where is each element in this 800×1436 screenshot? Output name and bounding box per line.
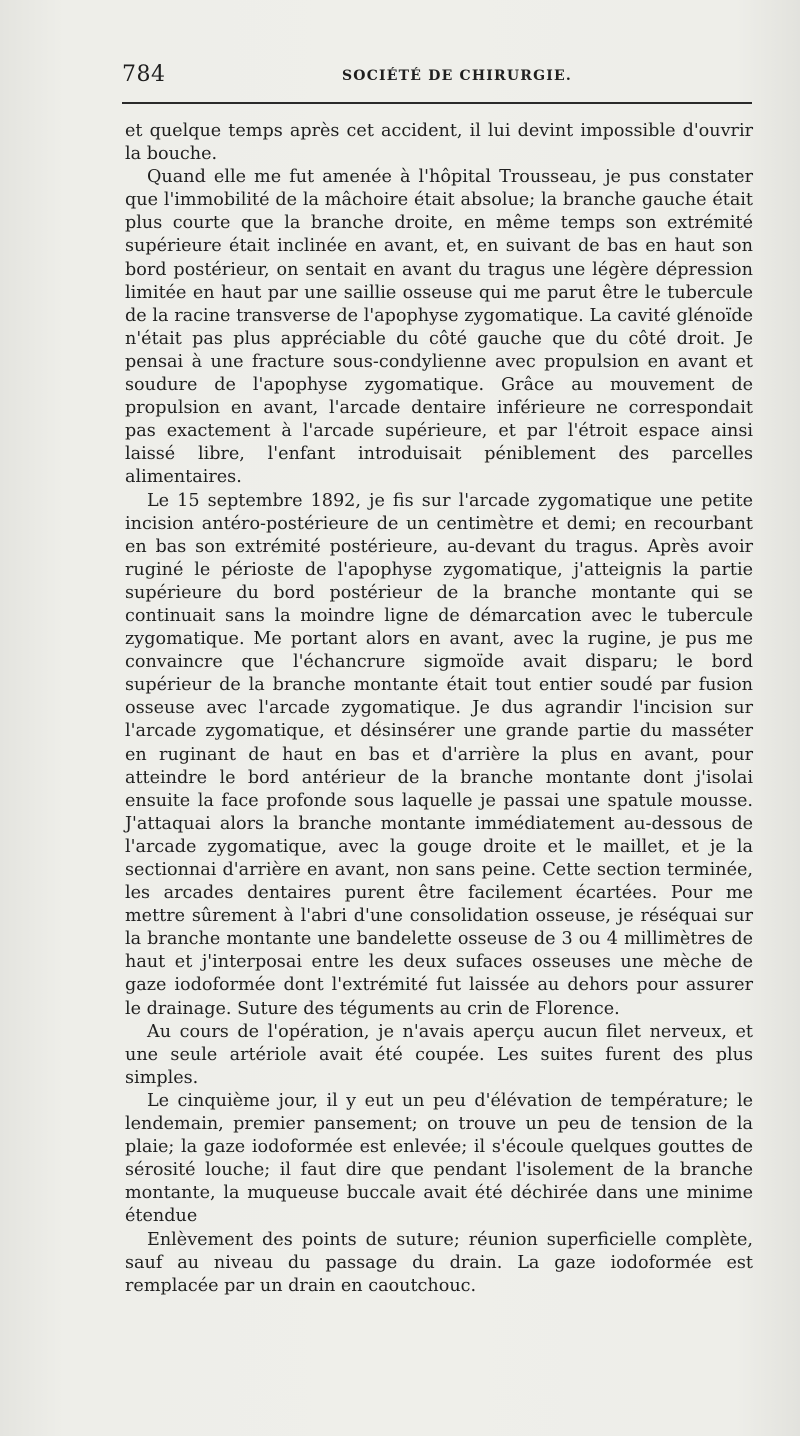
page-header <box>122 62 752 92</box>
header-rule <box>122 102 752 104</box>
paragraph-fifth-day: Le cinquième jour, il y eut un peu d'élévation de température; le lendemain, premier pansement; on trouve un peu de tension de la plaie; la gaze iodoformée est enlevée; il s'écoule quelques gouttes de sérosité louche; il faut dire que pendant l'isolement de la branche montante, la muqueuse buccale avait été déchirée dans une minime étendue <box>125 1090 753 1227</box>
body-text <box>125 120 753 1298</box>
page-number: 784 <box>122 62 166 87</box>
paragraph-operation: Le 15 septembre 1892, je fis sur l'arcade zygomatique une petite incision antéro-postérieure de un centimètre et demi; en recourbant en bas son extrémité postérieure, au-devant du tragus. Après avoir ruginé le périoste de l'apophyse zygomatique, j'atteignis la partie supérieure du bord postérieur de la branche montante qui se continuait sans la moindre ligne de démarcation avec le tubercule zygomatique. Me portant alors en avant, avec la rugine, je pus me convaincre que l'échancrure sigmoïde avait disparu; le bord supérieur de la branche montante était tout entier soudé par fusion osseuse avec l'arcade zygomatique. Je dus agrandir l'incision sur l'arcade zygomatique, et désinsérer une grande partie du masséter en ruginant de haut en bas et d'arrière la plus en avant, pour atteindre le bord antérieur de la branche montante dont j'isolai ensuite la face profonde sous laquelle je passai une spatule mousse. J'attaquai alors la branche montante immédiatement au-dessous de l'arcade zygomatique, avec la gouge droite et le maillet, et je la sectionnai d'arrière en avant, non sans peine. Cette section terminée, les arcades dentaires purent être facilement écartées. Pour me mettre sûrement à l'abri d'une consolidation osseuse, je réséquai sur la branche montante une bandelette osseuse de 3 ou 4 millimètres de haut et j'interposai entre les deux sufaces osseuses une mèche de gaze iodoformée dont l'extrémité fut laissée au dehors pour assurer le drainage. Suture des téguments au crin de Florence. <box>125 490 753 1019</box>
running-title: SOCIÉTÉ DE CHIRURGIE. <box>342 68 572 84</box>
paragraph-sutures: Enlèvement des points de suture; réunion superficielle complète, sauf au niveau du passage du drain. La gaze iodoformée est remplacée par un drain en caoutchouc. <box>125 1229 753 1296</box>
paragraph-course: Au cours de l'opération, je n'avais aperçu aucun filet nerveux, et une seule artériole avait été coupée. Les suites furent des plus simples. <box>125 1021 753 1088</box>
paragraph-examination: Quand elle me fut amenée à l'hôpital Trousseau, je pus constater que l'immobilité de la mâchoire était absolue; la branche gauche était plus courte que la branche droite, en même temps son extrémité supérieure était inclinée en avant, et, en suivant de bas en haut son bord postérieur, on sentait en avant du tragus une légère dépression limitée en haut par une saillie osseuse qui me parut être le tubercule de la racine transverse de l'apophyse zygomatique. La cavité glénoïde n'était pas plus appréciable du côté gauche que du côté droit. Je pensai à une fracture sous-condylienne avec propulsion en avant et soudure de l'apophyse zygomatique. Grâce au mouvement de propulsion en avant, l'arcade dentaire inférieure ne correspondait pas exactement à l'arcade supérieure, et par l'étroit espace ainsi laissé libre, l'enfant introduisait péniblement des parcelles alimentaires. <box>125 167 753 488</box>
paragraph-continuation: et quelque temps après cet accident, il lui devint impossible d'ouvrir la bouche. <box>125 121 753 165</box>
